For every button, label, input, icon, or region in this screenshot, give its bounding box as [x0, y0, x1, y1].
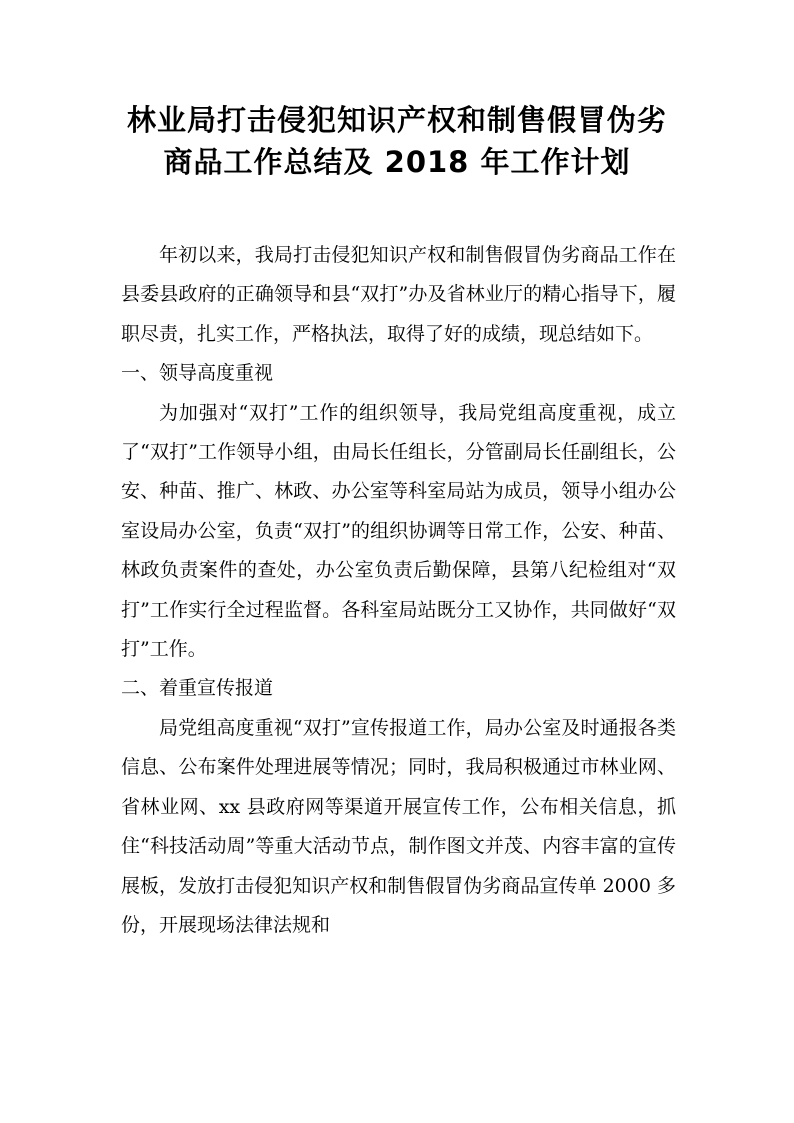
- document-title-line-1: 林业局打击侵犯知识产权和制售假冒伪劣: [126, 103, 667, 137]
- section-2-paragraph: 局党组高度重视“双打”宣传报道工作，局办公室及时通报各类信息、公布案件处理进展等情况；同时，我局积极通过市林业网、省林业网、xx 县政府网等渠道开展宣传工作，公布相关信息，抓住“科技活动周”等重大活动节点，制作图文并茂、内容丰富的宣传展板，发放打击侵犯知识产权和制售假冒伪劣商品宣传单 2000 多份，开展现场法律法规和: [121, 716, 676, 936]
- document-body: [121, 236, 676, 945]
- intro-paragraph: 年初以来，我局打击侵犯知识产权和制售假冒伪劣商品工作在县委县政府的正确领导和县“双打”办及省林业厅的精心指导下，履职尽责，扎实工作，严格执法，取得了好的成绩，现总结如下。: [121, 244, 676, 345]
- section-1-paragraph: 为加强对“双打”工作的组织领导，我局党组高度重视，成立了“双打”工作领导小组，由局长任组长，分管副局长任副组长，公安、种苗、推广、林政、办公室等科室局站为成员，领导小组办公室设局办公室，负责“双打”的组织协调等日常工作，公安、种苗、林政负责案件的查处，办公室负责后勤保障，县第八纪检组对“双打”工作实行全过程监督。各科室局站既分工又协作，共同做好“双打”工作。: [121, 401, 676, 661]
- section-1-heading: 一、领导高度重视: [121, 362, 274, 385]
- section-2-heading: 二、着重宣传报道: [121, 677, 274, 700]
- document-title-line-2: 商品工作总结及 2018 年工作计划: [163, 145, 631, 179]
